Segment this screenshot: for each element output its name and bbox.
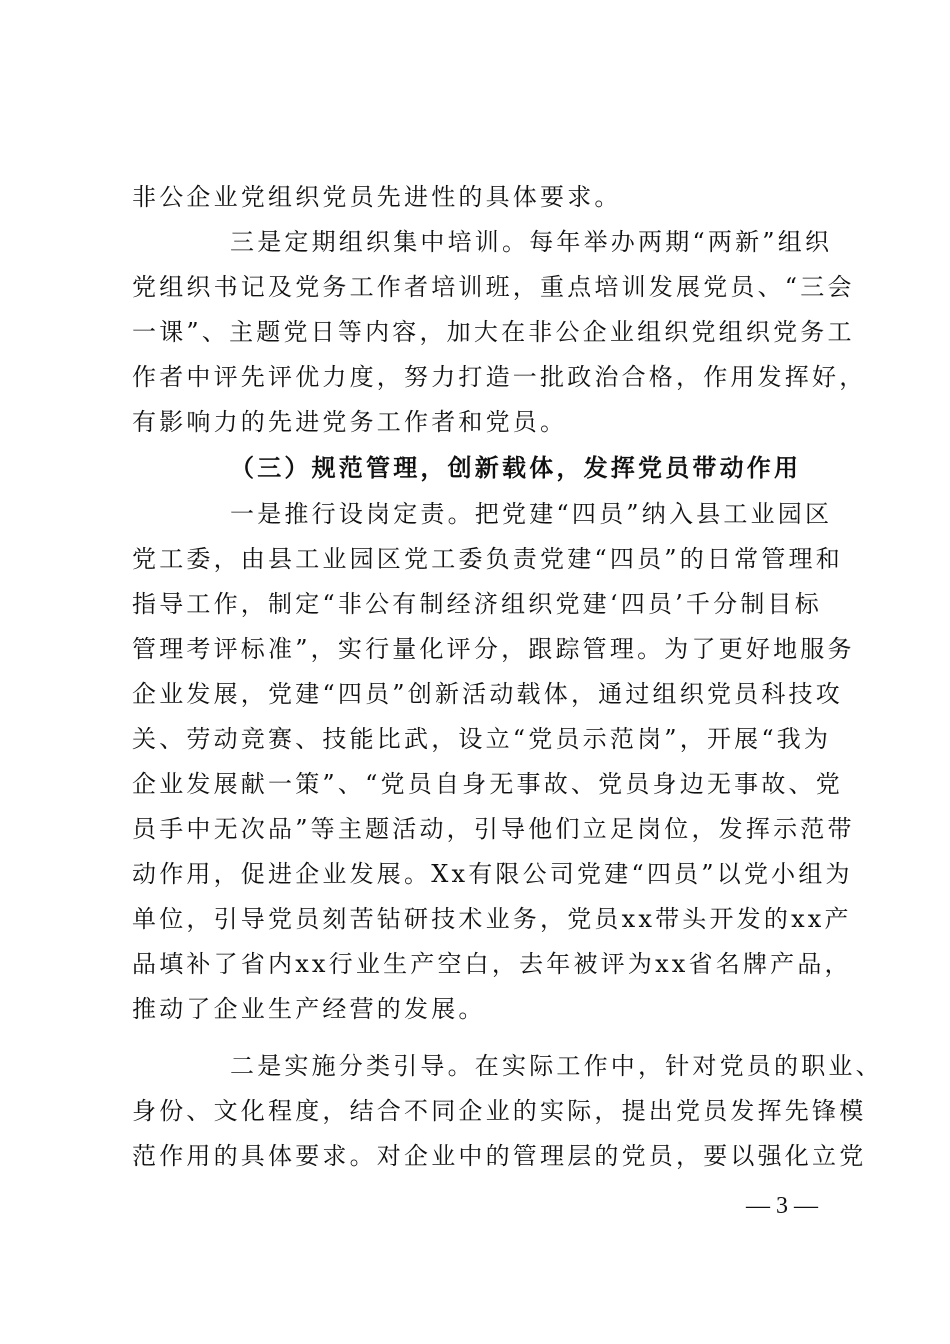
paragraph-line: 品填补了省内xx行业生产空白，去年被评为xx省名牌产品， [132, 950, 852, 978]
paragraph-line: 动作用，促进企业发展。Xx有限公司党建“四员”以党小组为 [132, 860, 853, 888]
paragraph-line: 二是实施分类引导。在实际工作中，针对党员的职业、 [230, 1052, 883, 1080]
paragraph-line: 范作用的具体要求。对企业中的管理层的党员，要以强化立党 [132, 1142, 867, 1170]
paragraph-line: 一是推行设岗定责。把党建“四员”纳入县工业园区 [230, 500, 833, 528]
paragraph-line: 党工委，由县工业园区党工委负责党建“四员”的日常管理和 [132, 545, 843, 573]
paragraph-line: 指导工作，制定“非公有制经济组织党建‘四员’千分制目标 [132, 590, 822, 618]
section-heading: （三）规范管理，创新载体，发挥党员带动作用 [230, 453, 802, 482]
paragraph-line: 一课”、主题党日等内容，加大在非公企业组织党组织党务工 [132, 318, 855, 346]
page-number: — 3 — [746, 1193, 818, 1219]
paragraph-line: 企业发展，党建“四员”创新活动载体，通过组织党员科技攻 [132, 680, 843, 708]
paragraph-line: 作者中评先评优力度，努力打造一批政治合格，作用发挥好， [132, 363, 867, 391]
paragraph-line: 员手中无次品”等主题活动，引导他们立足岗位，发挥示范带 [132, 815, 855, 843]
paragraph-line: 党组织书记及党务工作者培训班，重点培训发展党员、“三会 [132, 273, 855, 301]
paragraph-line: 非公企业党组织党员先进性的具体要求。 [132, 183, 622, 211]
paragraph-line: 推动了企业生产经营的发展。 [132, 995, 486, 1023]
paragraph-line: 管理考评标准”，实行量化评分，跟踪管理。为了更好地服务 [132, 635, 855, 663]
paragraph-line: 身份、文化程度，结合不同企业的实际，提出党员发挥先锋模 [132, 1097, 867, 1125]
paragraph-line: 企业发展献一策”、“党员自身无事故、党员身边无事故、党 [132, 770, 843, 798]
paragraph-line: 三是定期组织集中培训。每年举办两期“两新”组织 [230, 228, 833, 256]
paragraph-line: 有影响力的先进党务工作者和党员。 [132, 408, 568, 436]
paragraph-line: 单位，引导党员刻苦钻研技术业务，党员xx带头开发的xx产 [132, 905, 852, 933]
paragraph-line: 关、劳动竞赛、技能比武，设立“党员示范岗”，开展“我为 [132, 725, 832, 753]
